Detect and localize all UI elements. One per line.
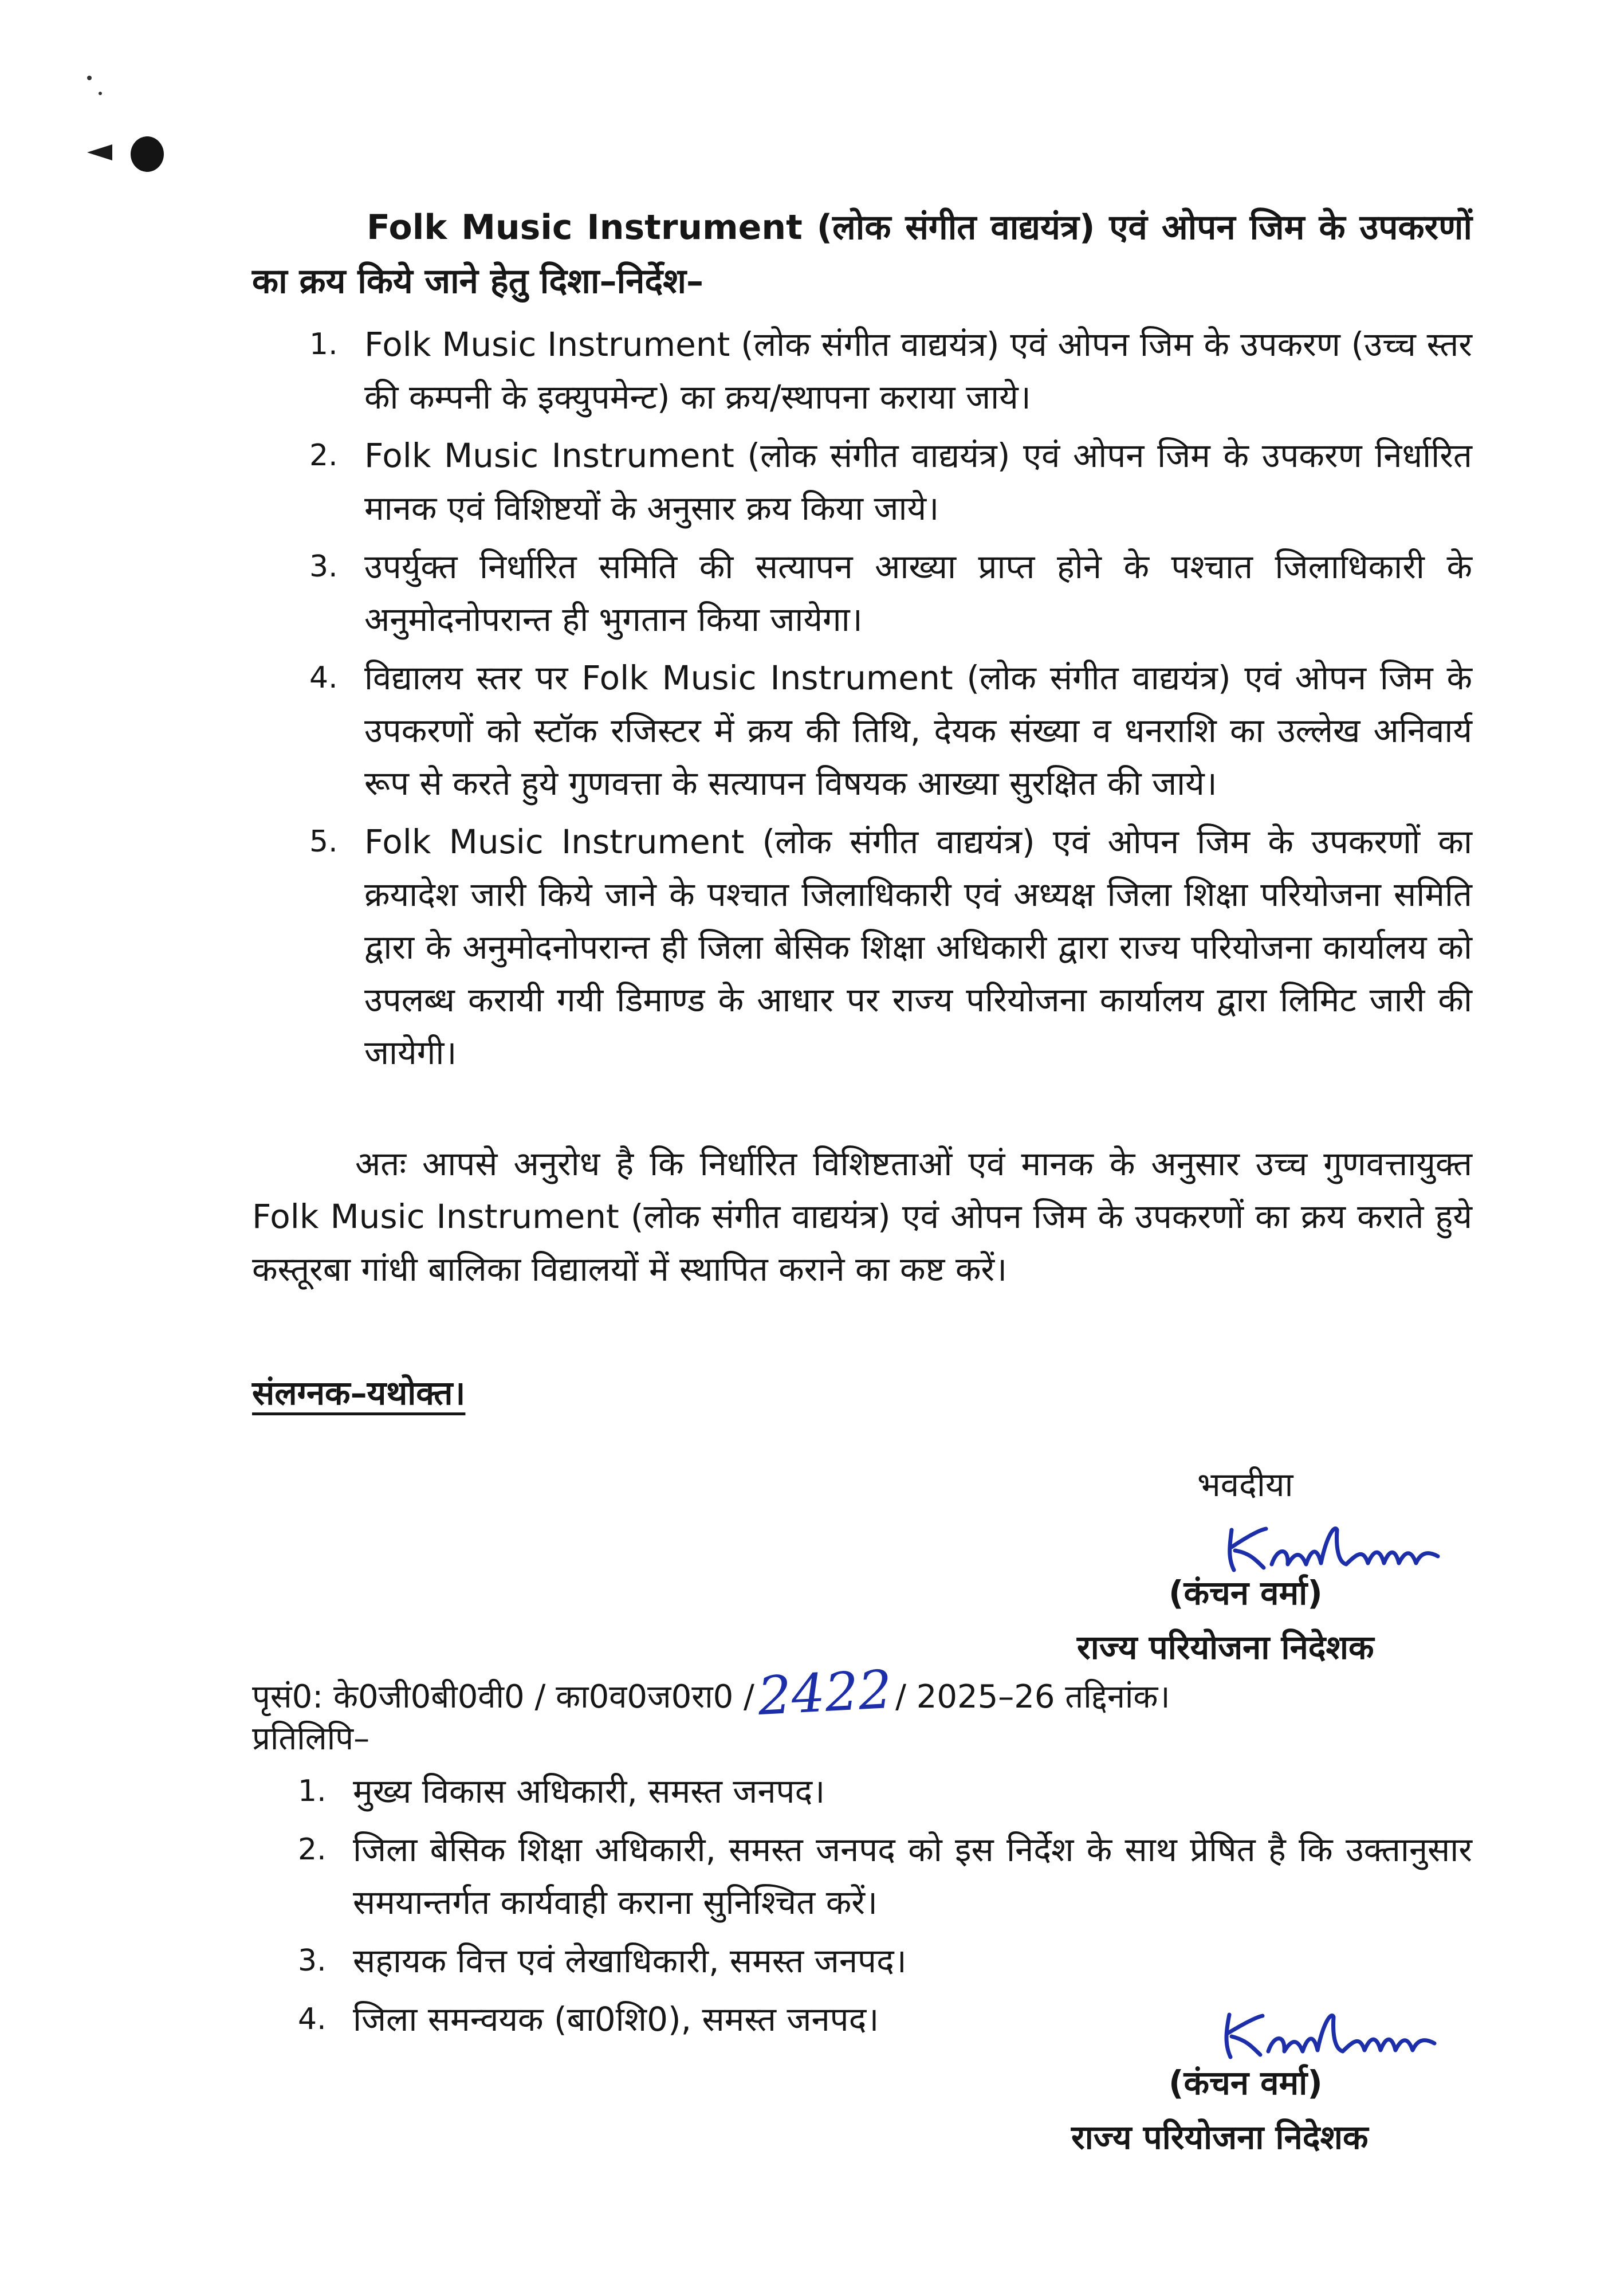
document-title <box>252 201 1472 308</box>
copy-text: सहायक वित्त एवं लेखाधिकारी, समस्त जनपद। <box>353 1941 907 1980</box>
instruction-text: Folk Music Instrument (लोक संगीत वाद्ययंत्र) एवं ओपन जिम के उपकरण (उच्च स्तर की कम्पनी के इक्युपमेन्ट) का क्रय/स्थापना कराया जाये। <box>364 325 1472 417</box>
dispatch-number: 2422 <box>756 1658 894 1728</box>
enclosure-note: संलग्नक–यथोक्त। <box>252 1373 466 1412</box>
closing-salutation: भवदीया <box>1197 1465 1293 1504</box>
instruction-item <box>309 318 1472 423</box>
instruction-number: 2. <box>309 438 338 473</box>
reference-line <box>252 1658 1170 1728</box>
instruction-text: उपर्युक्त निर्धारित समिति की सत्यापन आख्या प्राप्त होने के पश्चात जिलाधिकारी के अनुमोदनोपरान्त ही भुगतान किया जायेगा। <box>364 547 1472 639</box>
scan-arrow-mark <box>87 144 112 160</box>
instruction-number: 5. <box>309 825 338 859</box>
copy-text: जिला समन्वयक (बा0शि0), समस्त जनपद। <box>353 2000 879 2039</box>
scan-speck <box>87 76 92 80</box>
signature-2 <box>1209 2000 1449 2069</box>
instruction-text: Folk Music Instrument (लोक संगीत वाद्ययंत्र) एवं ओपन जिम के उपकरण निर्धारित मानक एवं विशिष्टयों के अनुसार क्रय किया जाये। <box>364 436 1472 528</box>
copy-number: 2. <box>298 1832 327 1867</box>
title-line-2: का क्रय किये जाने हेतु दिशा–निर्देश– <box>252 261 704 301</box>
copy-text: मुख्य विकास अधिकारी, समस्त जनपद। <box>353 1772 825 1811</box>
title-line-1: Folk Music Instrument (लोक संगीत वाद्ययंत्र) एवं ओपन जिम के उपकरणों <box>367 207 1472 248</box>
signer-name-copy: (कंचन वर्मा) <box>1169 2063 1323 2102</box>
instruction-item <box>309 815 1472 1079</box>
copy-heading: प्रतिलिपि– <box>252 1720 370 1757</box>
instruction-item <box>309 429 1472 535</box>
copy-number: 3. <box>298 1944 327 1978</box>
request-paragraph-text: अतः आपसे अनुरोध है कि निर्धारित विशिष्टताओं एवं मानक के अनुसार उच्च गुणवत्तायुक्त Folk Music Instrument (लोक संगीत वाद्ययंत्र) एवं ओपन जिम के उपकरणों का क्रय कराते हुये कस्तूरबा गांधी बालिका विद्यालयों में स्थापित कराने का कष्ट करें। <box>252 1144 1472 1289</box>
scan-speck <box>99 92 102 95</box>
copy-text: जिला बेसिक शिक्षा अधिकारी, समस्त जनपद को इस निर्देश के साथ प्रेषित है कि उक्तानुसार समयान्तर्गत कार्यवाही कराना सुनिश्चित करें। <box>353 1830 1472 1922</box>
instruction-number: 3. <box>309 550 338 584</box>
copy-item <box>298 1934 1472 1987</box>
reference-prefix: पृसं0: के0जी0बी0वी0 / का0व0ज0रा0 / <box>252 1678 754 1716</box>
request-paragraph <box>252 1137 1472 1296</box>
copy-item <box>298 1765 1472 1818</box>
instruction-number: 1. <box>309 327 338 362</box>
instruction-item <box>309 540 1472 646</box>
copy-item <box>298 1823 1472 1929</box>
instruction-number: 4. <box>309 661 338 695</box>
instruction-text: विद्यालय स्तर पर Folk Music Instrument (लोक संगीत वाद्ययंत्र) एवं ओपन जिम के उपकरणों को स्टॉक रजिस्टर में क्रय की तिथि, देयक संख्या व धनराशि का उल्लेख अनिवार्य रूप से करते हुये गुणवत्ता के सत्यापन विषयक आख्या सुरक्षित की जाये। <box>364 658 1472 803</box>
scan-dot-mark <box>131 136 164 172</box>
copy-number: 1. <box>298 1774 327 1808</box>
signer-designation: राज्य परियोजना निदेशक <box>1077 1628 1374 1667</box>
instruction-text: Folk Music Instrument (लोक संगीत वाद्ययंत्र) एवं ओपन जिम के उपकरणों का क्रयादेश जारी किये जाने के पश्चात जिलाधिकारी एवं अध्यक्ष जिला शिक्षा परियोजना समिति द्वारा के अनुमोदनोपरान्त ही जिला बेसिक शिक्षा अधिकारी द्वारा राज्य परियोजना कार्यालय को उपलब्ध करायी गयी डिमाण्ड के आधार पर राज्य परियोजना कार्यालय द्वारा लिमिट जारी की जायेगी। <box>364 822 1472 1072</box>
copy-number: 4. <box>298 2002 327 2036</box>
reference-suffix: / 2025–26 तद्दिनांक। <box>895 1678 1170 1716</box>
instruction-list <box>309 318 1472 1085</box>
signer-designation-copy: राज्य परियोजना निदेशक <box>1071 2118 1369 2157</box>
instruction-item <box>309 652 1472 810</box>
signer-name: (कंचन वर्मा) <box>1169 1573 1323 1612</box>
